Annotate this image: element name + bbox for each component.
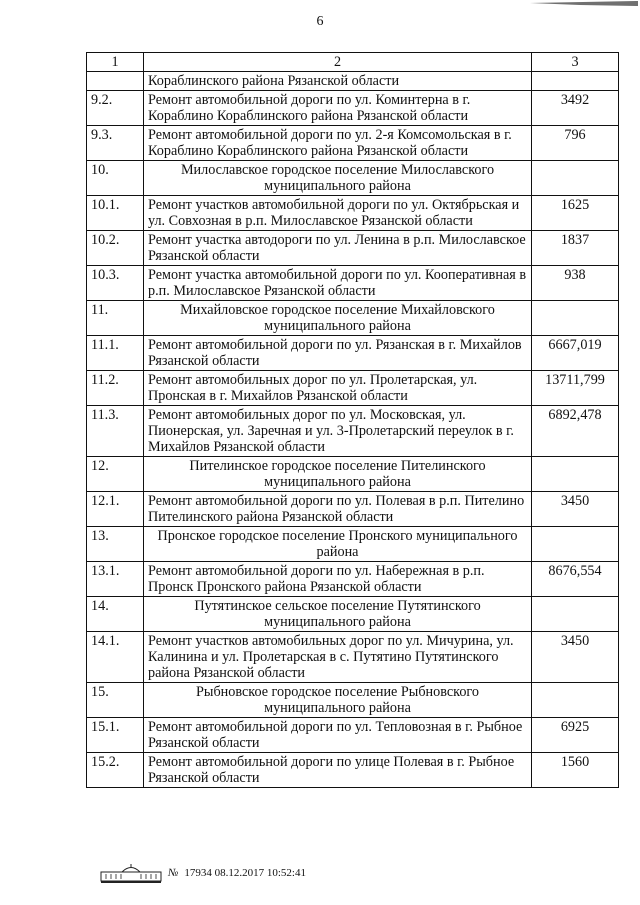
table-row [87,196,619,231]
row-number [87,72,144,91]
header-col-3: 3 [532,53,619,72]
row-number: 13.1. [87,562,144,597]
row-number: 14.1. [87,632,144,683]
row-amount [532,301,619,336]
row-number: 10.1. [87,196,144,231]
row-text: Ремонт участка автодороги по ул. Ленина в р.п. Милославское Рязанской области [144,231,532,266]
continuation-row [87,72,619,91]
row-text: Ремонт автомобильной дороги по ул. Тепловозная в г. Рыбное Рязанской области [144,718,532,753]
table-row [87,632,619,683]
row-amount [532,527,619,562]
scan-edge-mark [520,0,640,14]
row-text: Ремонт участков автомобильной дороги по ул. Октябрьская и ул. Совхозная в р.п. Милославское Рязанской области [144,196,532,231]
row-text: Ремонт автомобильной дороги по улице Полевая в г. Рыбное Рязанской области [144,753,532,788]
row-amount [532,457,619,492]
row-amount: 3492 [532,91,619,126]
section-title: Пителинское городское поселение Пителинского муниципального района [144,457,532,492]
row-number: 11. [87,301,144,336]
table-row [87,266,619,301]
row-number: 9.2. [87,91,144,126]
row-text: Ремонт автомобильных дорог по ул. Московская, ул. Пионерская, ул. Заречная и ул. 3-Пролетарский переулок в г. Михайлов Рязанской области [144,406,532,457]
row-number: 10.3. [87,266,144,301]
page-number: 6 [316,14,324,29]
section-row [87,457,619,492]
section-title: Рыбновское городское поселение Рыбновского муниципального района [144,683,532,718]
row-text: Ремонт автомобильной дороги по ул. Коминтерна в г. Кораблино Кораблинского района Рязанской области [144,91,532,126]
footer-number-label: № [168,867,179,879]
table-row [87,336,619,371]
footer-datetime: 08.12.2017 10:52:41 [214,867,306,879]
row-number: 14. [87,597,144,632]
row-amount: 6892,478 [532,406,619,457]
section-title: Милославское городское поселение Милославского муниципального района [144,161,532,196]
row-amount: 3450 [532,632,619,683]
row-number: 15. [87,683,144,718]
row-text: Кораблинского района Рязанской области [144,72,532,91]
row-amount: 8676,554 [532,562,619,597]
row-number: 9.3. [87,126,144,161]
row-text: Ремонт участка автомобильной дороги по ул. Кооперативная в р.п. Милославское Рязанской области [144,266,532,301]
row-number: 11.2. [87,371,144,406]
section-title: Пронское городское поселение Пронского муниципального района [144,527,532,562]
row-number: 15.1. [87,718,144,753]
row-number: 12.1. [87,492,144,527]
section-title: Михайловское городское поселение Михайловского муниципального района [144,301,532,336]
row-amount: 6667,019 [532,336,619,371]
row-text: Ремонт автомобильной дороги по ул. Набережная в р.п. Пронск Пронского района Рязанской области [144,562,532,597]
table-row [87,718,619,753]
table-row [87,231,619,266]
row-number: 12. [87,457,144,492]
table-header-row [87,53,619,72]
section-row [87,301,619,336]
row-amount: 3450 [532,492,619,527]
section-row [87,683,619,718]
table-row [87,91,619,126]
section-title: Путятинское сельское поселение Путятинского муниципального района [144,597,532,632]
footer-stamp [100,862,306,884]
row-number: 13. [87,527,144,562]
row-amount [532,597,619,632]
table-row [87,406,619,457]
table-row [87,492,619,527]
row-amount: 796 [532,126,619,161]
row-amount [532,161,619,196]
row-number: 15.2. [87,753,144,788]
table-row [87,371,619,406]
section-row [87,161,619,196]
row-amount [532,72,619,91]
header-col-1: 1 [87,53,144,72]
row-text: Ремонт автомобильной дороги по ул. 2-я Комсомольская в г. Кораблино Кораблинского района Рязанской области [144,126,532,161]
row-text: Ремонт автомобильных дорог по ул. Пролетарская, ул. Пронская в г. Михайлов Рязанской области [144,371,532,406]
table-row [87,562,619,597]
row-text: Ремонт автомобильной дороги по ул. Рязанская в г. Михайлов Рязанской области [144,336,532,371]
document-table [86,52,619,788]
table-row [87,753,619,788]
table-row [87,126,619,161]
footer-number: 17934 [184,867,212,879]
section-row [87,527,619,562]
row-amount [532,683,619,718]
row-amount: 13711,799 [532,371,619,406]
header-col-2: 2 [144,53,532,72]
row-amount: 1625 [532,196,619,231]
row-amount: 1837 [532,231,619,266]
row-number: 10. [87,161,144,196]
row-text: Ремонт автомобильной дороги по ул. Полевая в р.п. Пителино Пителинского района Рязанской области [144,492,532,527]
row-amount: 1560 [532,753,619,788]
row-amount: 938 [532,266,619,301]
section-row [87,597,619,632]
row-number: 10.2. [87,231,144,266]
row-number: 11.1. [87,336,144,371]
row-number: 11.3. [87,406,144,457]
registry-logo-icon [100,862,162,884]
row-amount: 6925 [532,718,619,753]
row-text: Ремонт участков автомобильных дорог по ул. Мичурина, ул. Калинина и ул. Пролетарская в с. Путятино Путятинского района Рязанской области [144,632,532,683]
